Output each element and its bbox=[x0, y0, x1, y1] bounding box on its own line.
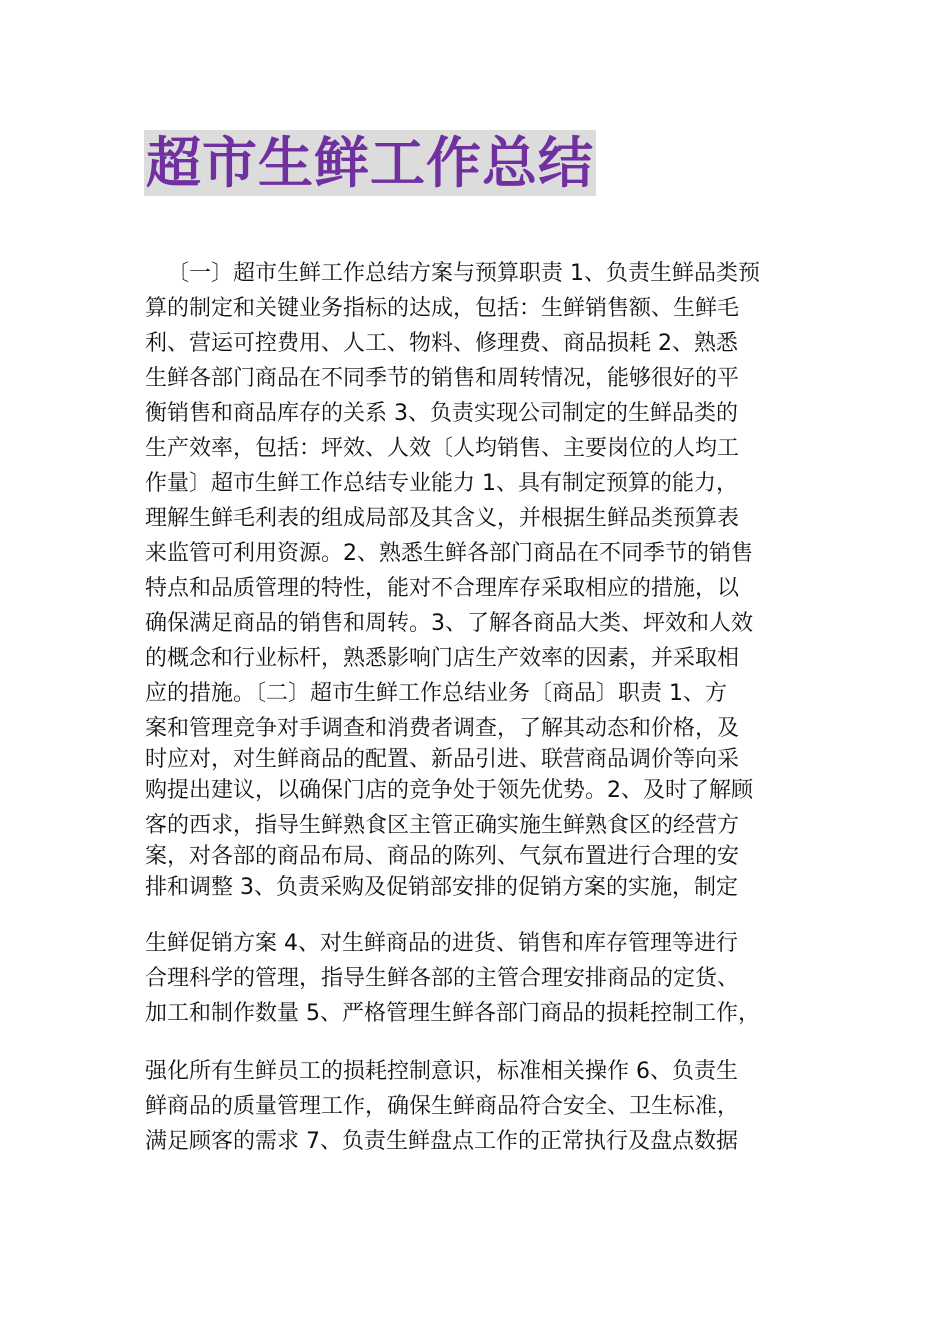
body-line: 〔一〕超市生鲜工作总结方案与预算职责 1、负责生鲜品类预 bbox=[167, 261, 760, 286]
body-line: 特点和品质管理的特性，能对不合理库存采取相应的措施，以 bbox=[145, 576, 740, 601]
body-line: 时应对，对生鲜商品的配置、新品引进、联营商品调价等向采 bbox=[145, 747, 740, 772]
body-line: 鲜商品的质量管理工作，确保生鲜商品符合安全、卫生标准， bbox=[145, 1094, 740, 1119]
document-title: 超市生鲜工作总结 bbox=[146, 131, 595, 195]
body-line: 作量〕超市生鲜工作总结专业能力 1、具有制定预算的能力， bbox=[145, 471, 738, 496]
body-line: 合理科学的管理，指导生鲜各部的主管合理安排商品的定货、 bbox=[145, 966, 740, 991]
body-line: 理解生鲜毛利表的组成局部及其含义，并根据生鲜品类预算表 bbox=[145, 506, 740, 531]
body-line: 衡销售和商品库存的关系 3、负责实现公司制定的生鲜品类的 bbox=[145, 401, 738, 426]
body-line: 生鲜各部门商品在不同季节的销售和周转情况，能够很好的平 bbox=[145, 366, 740, 391]
body-line: 案，对各部的商品布局、商品的陈列、气氛布置进行合理的安 bbox=[145, 844, 740, 869]
body-line: 满足顾客的需求 7、负责生鲜盘点工作的正常执行及盘点数据 bbox=[145, 1129, 738, 1154]
body-line: 来监管可利用资源。2、熟悉生鲜各部门商品在不同季节的销售 bbox=[145, 541, 753, 566]
body-line: 客的西求，指导生鲜熟食区主管正确实施生鲜熟食区的经营方 bbox=[145, 813, 740, 838]
body-line: 加工和制作数量 5、严格管理生鲜各部门商品的损耗控制工作， bbox=[145, 1001, 760, 1026]
body-line: 利、营运可控费用、人工、物料、修理费、商品损耗 2、熟悉 bbox=[145, 331, 738, 356]
document-body bbox=[145, 256, 815, 1159]
body-line: 的概念和行业标杆，熟悉影响门店生产效率的因素，并采取相 bbox=[145, 646, 740, 671]
body-line: 购提出建议，以确保门店的竞争处于领先优势。2、及时了解顾 bbox=[145, 778, 753, 803]
body-line: 生鲜促销方案 4、对生鲜商品的进货、销售和库存管理等进行 bbox=[145, 931, 738, 956]
body-line: 确保满足商品的销售和周转。3、了解各商品大类、坪效和人效 bbox=[145, 611, 753, 636]
body-line: 生产效率，包括：坪效、人效〔人均销售、主要岗位的人均工 bbox=[145, 436, 740, 461]
body-line: 应的措施。〔二〕超市生鲜工作总结业务〔商品〕职责 1、方 bbox=[145, 681, 727, 706]
body-line: 案和管理竞争对手调查和消费者调查，了解其动态和价格，及 bbox=[145, 716, 740, 741]
body-line: 排和调整 3、负责采购及促销部安排的促销方案的实施，制定 bbox=[145, 875, 738, 900]
body-line: 算的制定和关键业务指标的达成，包括：生鲜销售额、生鲜毛 bbox=[145, 296, 740, 321]
body-line: 强化所有生鲜员工的损耗控制意识，标准相关操作 6、负责生 bbox=[145, 1059, 738, 1084]
title-highlight bbox=[144, 130, 596, 196]
